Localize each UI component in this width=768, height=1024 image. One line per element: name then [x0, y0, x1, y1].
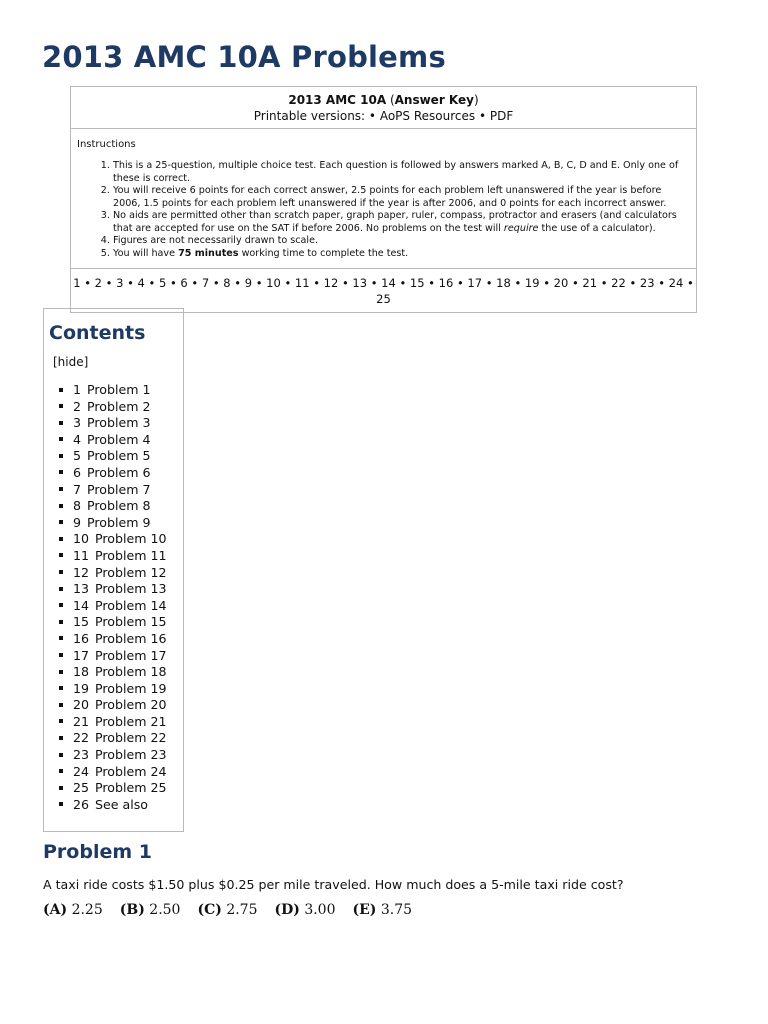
toc-item-number: 14 — [73, 597, 90, 613]
instruction-item: 3. No aids are permitted other than scratch paper, graph paper, ruler, compass, protractor and erasers (and calculators that are accepted for use on the SAT if before 2006. No problems on the test will require the use of a calculator). — [113, 210, 690, 235]
answer-choice — [120, 902, 181, 918]
aops-resources-link[interactable]: AoPS Resources — [379, 109, 476, 123]
toc-item-number: 23 — [73, 747, 90, 763]
bullet-icon — [59, 786, 63, 790]
choice-letter: (B) — [119, 902, 145, 918]
problem-number-link[interactable]: 7 — [201, 276, 210, 290]
toc-item[interactable] — [54, 697, 167, 714]
toc-item-number: 20 — [73, 697, 90, 713]
toc-item-label: Problem 2 — [87, 398, 151, 414]
bullet-icon — [59, 504, 63, 508]
toc-hide-toggle[interactable]: [hide] — [53, 355, 89, 369]
toc-item-number: 1 — [73, 382, 82, 397]
problem-number-link[interactable]: 14 — [381, 276, 396, 290]
toc-item[interactable] — [54, 764, 167, 781]
bullet-icon — [59, 421, 63, 425]
problem-1-heading: Problem 1 — [43, 841, 152, 863]
answer-choice — [353, 902, 413, 918]
instructions-section — [71, 129, 696, 269]
toc-item-label: Problem 8 — [87, 498, 151, 514]
bullet-icon — [59, 487, 63, 491]
toc-item[interactable] — [54, 598, 167, 615]
choice-letter: (A) — [43, 902, 68, 918]
bullet-icon — [59, 802, 63, 806]
choice-value: 2.50 — [149, 902, 181, 918]
toc-item-number: 9 — [73, 514, 82, 530]
toc-item[interactable] — [54, 448, 167, 465]
toc-item-label: Problem 20 — [95, 697, 167, 713]
answer-choice — [197, 902, 257, 918]
toc-item-label: Problem 11 — [95, 547, 167, 563]
problem-number-link[interactable]: 3 — [116, 276, 124, 290]
bullet-icon — [59, 686, 63, 690]
toc-title: Contents — [49, 322, 146, 344]
bullet-icon — [59, 437, 63, 441]
toc-item-number: 26 — [73, 796, 90, 812]
toc-item-number: 3 — [73, 415, 82, 431]
toc-item-label: Problem 13 — [95, 581, 167, 597]
toc-item-number: 8 — [73, 498, 82, 514]
toc-item-label: Problem 14 — [95, 597, 167, 613]
instruction-item: 2. You will receive 6 points for each correct answer, 2.5 points for each problem left unanswered if the year is before 2006, 1.5 points for each problem left unanswered if the year is after 2006, and 0 points for each incorrect answer. — [113, 185, 690, 210]
toc-item-label: Problem 6 — [87, 464, 151, 480]
bullet-icon — [59, 670, 63, 674]
choice-letter: (C) — [197, 902, 222, 918]
toc-item-number: 5 — [73, 448, 82, 464]
toc-item-number: 24 — [73, 763, 90, 779]
bullet-icon — [59, 653, 63, 657]
problem-number-links: 1 • 2 • 3 • 4 • 5 • 6 • 7 • 8 • 9 • 10 • 11 • 12 • 13 • 14 • 15 • 16 • 17 • 18 • 19 • 20 • 21 • 22 • 23 • 24 • 25 — [73, 276, 694, 306]
problem-number-link[interactable]: 2 — [94, 276, 102, 290]
toc-item-label: Problem 23 — [95, 747, 167, 763]
bullet-icon — [59, 719, 63, 723]
bullet-icon — [59, 603, 63, 607]
problem-number-link[interactable]: 17 — [467, 276, 483, 290]
toc-item-number: 11 — [73, 547, 90, 563]
bullet-icon — [59, 587, 63, 591]
bullet-icon — [59, 620, 63, 624]
toc-item-label: Problem 10 — [95, 531, 167, 547]
problems-navigation-box — [70, 86, 697, 313]
toc-item[interactable] — [54, 797, 167, 814]
bullet-icon — [59, 703, 63, 707]
bullet-icon — [59, 753, 63, 757]
instruction-item: 5. You will have 75 minutes working time to complete the test. — [113, 248, 690, 261]
toc-item-number: 2 — [73, 398, 82, 414]
bullet-icon — [59, 520, 63, 524]
problem-number-link[interactable]: 15 — [409, 276, 425, 290]
problem-number-link[interactable]: 21 — [582, 276, 598, 290]
toc-item[interactable] — [54, 714, 167, 731]
toc-list — [54, 382, 167, 813]
problem-number-link[interactable]: 18 — [496, 276, 511, 290]
toc-item-number: 22 — [73, 730, 90, 746]
toc-item-label: Problem 22 — [95, 730, 167, 746]
answer-choices — [43, 902, 429, 918]
toc-item-label: Problem 17 — [95, 647, 167, 663]
problem-number-link[interactable]: 4 — [137, 276, 145, 290]
pdf-link[interactable]: PDF — [489, 109, 514, 123]
toc-item-label: Problem 7 — [87, 481, 151, 497]
bullet-icon — [59, 404, 63, 408]
toc-item-label: Problem 3 — [87, 415, 151, 431]
choice-letter: (D) — [274, 902, 300, 918]
choice-letter: (E) — [352, 902, 377, 918]
problem-number-link[interactable]: 22 — [611, 276, 626, 290]
toc-item[interactable] — [54, 730, 167, 747]
toc-item-number: 18 — [73, 664, 90, 680]
problem-number-link[interactable]: 25 — [376, 292, 391, 306]
toc-item-label: Problem 1 — [87, 382, 151, 397]
page-title: 2013 AMC 10A Problems — [42, 40, 446, 74]
toc-item[interactable] — [54, 432, 167, 449]
problem-number-link[interactable]: 24 — [668, 276, 684, 290]
toc-item-number: 6 — [73, 464, 82, 480]
problem-number-link[interactable]: 5 — [158, 276, 167, 290]
toc-item-label: Problem 16 — [95, 630, 167, 646]
toc-item[interactable] — [54, 614, 167, 631]
printable-versions-label: Printable versions: — [253, 109, 366, 123]
bullet-icon — [59, 454, 63, 458]
toc-item-label: See also — [95, 796, 149, 812]
problem-number-link[interactable]: 8 — [223, 276, 231, 290]
toc-item-number: 12 — [73, 564, 90, 580]
choice-value: 2.25 — [71, 902, 103, 918]
toc-item[interactable] — [54, 482, 167, 499]
toc-item[interactable] — [54, 648, 167, 665]
toc-item-label: Problem 4 — [87, 431, 151, 447]
problem-number-link[interactable]: 13 — [352, 276, 368, 290]
toc-item[interactable] — [54, 382, 167, 399]
bullet-icon — [59, 736, 63, 740]
toc-item-label: Problem 24 — [95, 763, 167, 779]
answer-key-link[interactable]: Answer Key — [394, 93, 474, 107]
table-of-contents — [43, 308, 184, 832]
toc-item-number: 7 — [73, 481, 82, 497]
bullet-icon — [59, 636, 63, 640]
toc-item-label: Problem 21 — [95, 713, 167, 729]
toc-item[interactable] — [54, 581, 167, 598]
toc-item-number: 15 — [73, 614, 90, 630]
toc-item-number: 10 — [73, 531, 90, 547]
problem-1-text: A taxi ride costs $1.50 plus $0.25 per mile traveled. How much does a 5-mile taxi ride cost? — [43, 877, 624, 892]
toc-item[interactable] — [54, 531, 167, 548]
toc-item-number: 16 — [73, 630, 90, 646]
answer-choice — [43, 902, 103, 918]
problem-number-link[interactable]: 9 — [244, 276, 253, 290]
toc-item[interactable] — [54, 681, 167, 698]
toc-item-number: 13 — [73, 581, 90, 597]
toc-item-label: Problem 12 — [95, 564, 167, 580]
problem-number-link[interactable]: 11 — [294, 276, 310, 290]
problem-number-link[interactable]: 16 — [438, 276, 454, 290]
toc-item[interactable] — [54, 747, 167, 764]
toc-item-label: Problem 19 — [95, 680, 167, 696]
answer-choice — [274, 902, 335, 918]
problem-number-link[interactable]: 20 — [553, 276, 569, 290]
toc-item[interactable] — [54, 399, 167, 416]
toc-item[interactable] — [54, 415, 167, 432]
bullet-icon — [59, 553, 63, 557]
toc-item[interactable] — [54, 548, 167, 565]
nav-box-header: 2013 AMC 10A (Answer Key) Printable versions: • AoPS Resources • PDF — [71, 87, 696, 129]
toc-item-label: Problem 18 — [95, 664, 167, 680]
toc-item-number: 4 — [73, 431, 82, 447]
nav-box-heading: 2013 AMC 10A — [288, 93, 387, 107]
problem-number-link[interactable]: 12 — [323, 276, 339, 290]
problem-number-link[interactable]: 10 — [266, 276, 281, 290]
problem-number-link[interactable]: 1 — [73, 276, 81, 290]
problem-number-link[interactable]: 23 — [639, 276, 655, 290]
toc-item-number: 21 — [73, 713, 90, 729]
toc-item[interactable] — [54, 565, 167, 582]
instruction-item: 4. Figures are not necessarily drawn to scale. — [113, 235, 690, 248]
instructions-list — [77, 160, 690, 260]
choice-value: 2.75 — [226, 902, 258, 918]
toc-item-label: Problem 9 — [87, 514, 151, 530]
choice-value: 3.75 — [380, 902, 413, 918]
toc-item-number: 25 — [73, 780, 90, 796]
bullet-icon — [59, 388, 63, 392]
problem-number-link[interactable]: 6 — [180, 276, 188, 290]
instruction-item: 1. This is a 25-question, multiple choice test. Each question is followed by answers marked A, B, C, D and E. Only one of these is correct. — [113, 160, 690, 185]
toc-item-number: 17 — [73, 647, 90, 663]
problem-number-link[interactable]: 19 — [524, 276, 540, 290]
toc-item[interactable] — [54, 780, 167, 797]
toc-item[interactable] — [54, 465, 167, 482]
toc-item-number: 19 — [73, 680, 90, 696]
bullet-icon — [59, 470, 63, 474]
toc-item[interactable] — [54, 515, 167, 532]
instructions-label: Instructions — [77, 139, 136, 150]
toc-item-label: Problem 5 — [87, 448, 151, 464]
bullet-icon — [59, 570, 63, 574]
toc-item[interactable] — [54, 664, 167, 681]
bullet-icon — [59, 537, 63, 541]
toc-item[interactable] — [54, 498, 167, 515]
toc-item-label: Problem 25 — [95, 780, 167, 796]
bullet-icon — [59, 769, 63, 773]
toc-item[interactable] — [54, 631, 167, 648]
choice-value: 3.00 — [304, 902, 336, 918]
toc-item-label: Problem 15 — [95, 614, 167, 630]
